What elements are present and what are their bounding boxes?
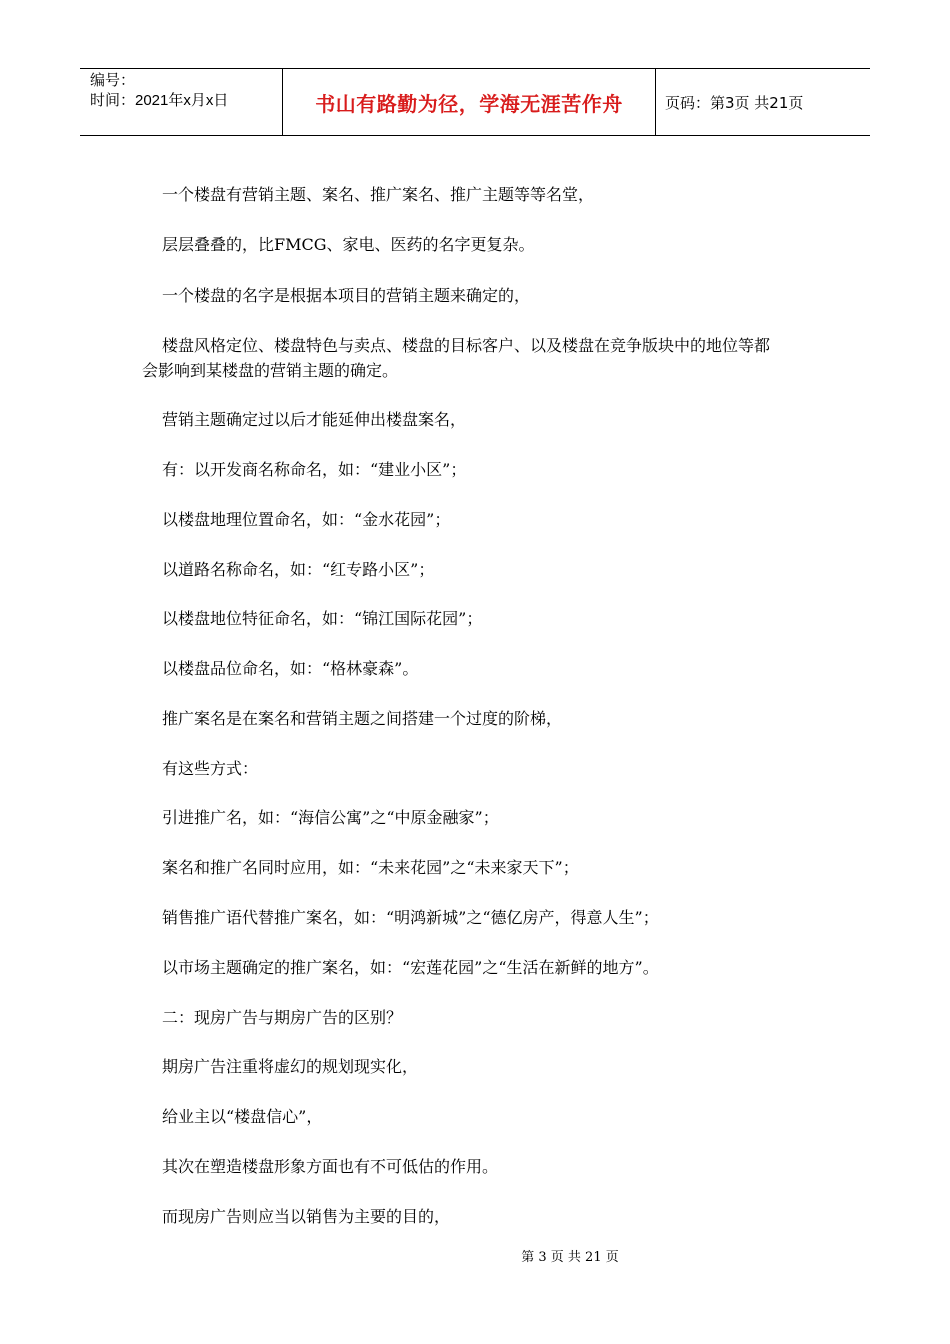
paragraph: 以道路名称命名，如：“红专路小区”；: [162, 560, 435, 579]
paragraph: 推广案名是在案名和营销主题之间搭建一个过度的阶梯，: [162, 709, 563, 728]
header-motto: 书山有路勤为径，学海无涯苦作舟: [282, 69, 656, 135]
paragraph: 楼盘风格定位、楼盘特色与卖点、楼盘的目标客户、以及楼盘在竞争版块中的地位等都: [162, 336, 771, 355]
paragraph: 一个楼盘的名字是根据本项目的营销主题来确定的，: [162, 286, 531, 305]
paragraph: 期房广告注重将虚幻的规划现实化，: [162, 1057, 419, 1076]
paragraph: 有这些方式：: [162, 759, 259, 778]
page-footer: 第 3 页 共 21 页: [521, 1250, 619, 1265]
header-page-info: 页码：第3页 共21页: [665, 93, 804, 112]
paragraph: 给业主以“楼盘信心”，: [162, 1107, 323, 1126]
paragraph: 销售推广语代替推广案名，如：“明鸿新城”之“德亿房产，得意人生”；: [162, 908, 659, 927]
paragraph: 引进推广名，如：“海信公寓”之“中原金融家”；: [162, 808, 499, 827]
header-meta: [80, 69, 282, 135]
paragraph-continuation: 会影响到某楼盘的营销主题的确定。: [142, 361, 399, 380]
paragraph: 而现房广告则应当以销售为主要的目的，: [162, 1207, 451, 1226]
document-header: [80, 68, 870, 136]
paragraph: 有：以开发商名称命名，如：“建业小区”；: [162, 460, 467, 479]
serial-number-label: 编号：: [90, 72, 136, 89]
paragraph: 以楼盘地位特征命名，如：“锦江国际花园”；: [162, 609, 483, 628]
paragraph: 营销主题确定过以后才能延伸出楼盘案名，: [162, 410, 467, 429]
paragraph: 其次在塑造楼盘形象方面也有不可低估的作用。: [162, 1157, 499, 1176]
paragraph: 层层叠叠的，比FMCG、家电、医药的名字更复杂。: [162, 235, 535, 254]
paragraph: 一个楼盘有营销主题、案名、推广案名、推广主题等等名堂，: [162, 185, 595, 204]
date-label: 时间：2021年x月x日: [90, 92, 229, 109]
paragraph: 案名和推广名同时应用，如：“未来花园”之“未来家天下”；: [162, 858, 579, 877]
paragraph: 以市场主题确定的推广案名，如：“宏莲花园”之“生活在新鲜的地方”。: [162, 958, 659, 977]
paragraph: 二：现房广告与期房广告的区别？: [162, 1008, 403, 1027]
paragraph: 以楼盘地理位置命名，如：“金水花园”；: [162, 510, 451, 529]
paragraph: 以楼盘品位命名，如：“格林豪森”。: [162, 659, 419, 678]
